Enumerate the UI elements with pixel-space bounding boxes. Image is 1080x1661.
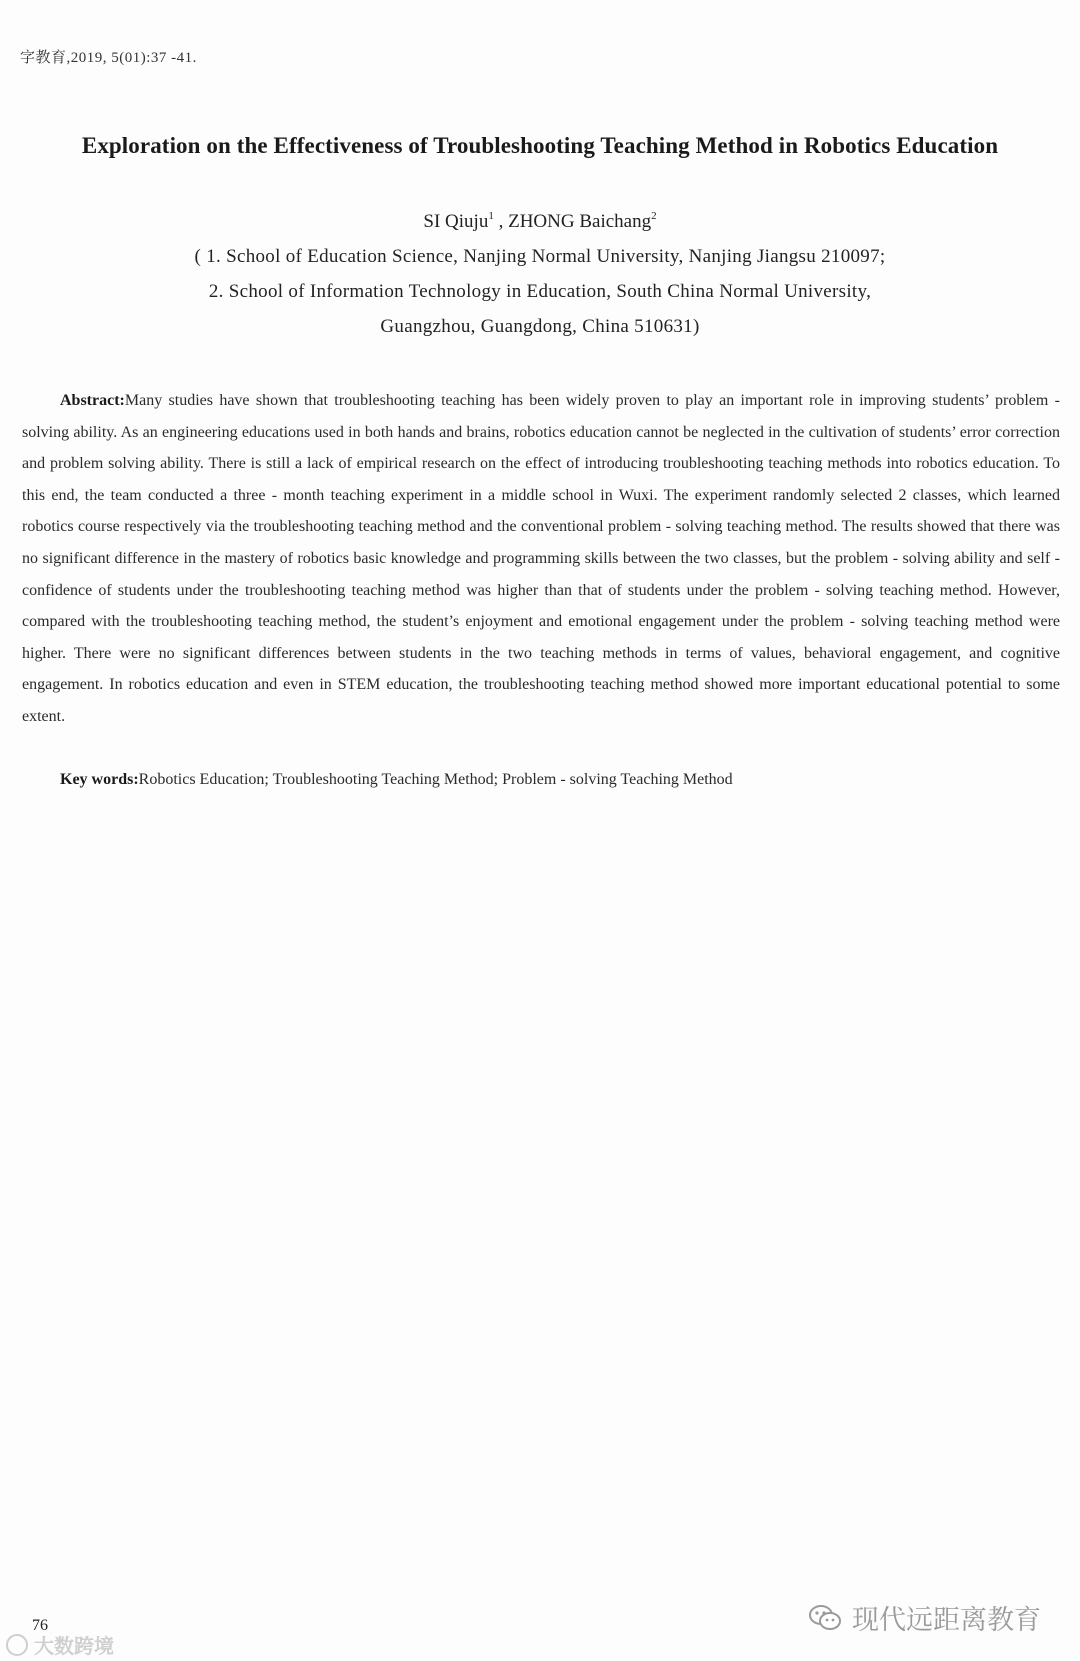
watermark-right — [808, 1598, 1041, 1637]
affiliation-line: 2. School of Information Technology in Education, South China Normal University, — [208, 281, 872, 302]
keywords-text: Robotics Education; Troubleshooting Teaching Method; Problem - solving Teaching Method — [138, 771, 733, 788]
watermark-right-text: 现代远距离教育 — [852, 1605, 1041, 1636]
article-title: Exploration on the Effectiveness of Troubleshooting Teaching Method in Robotics Education — [81, 133, 999, 158]
journal-citation: 字教育,2019, 5(01):37 -41. — [20, 50, 197, 66]
watermark-left-text: 大数跨境 — [34, 1634, 114, 1658]
watermark-logo-icon — [6, 1634, 28, 1656]
abstract — [22, 385, 1060, 733]
author-separator: , — [493, 211, 509, 232]
author-name: SI Qiuju — [423, 211, 489, 232]
abstract-text: Many studies have shown that troubleshooting teaching has been widely proven to play an important role in improving students’ problem - solving ability. As an engineering educations used in both hands and brains, robotics education cannot be neglected in the cultivation of students’ error correction and problem solving ability. There is still a lack of empirical research on the effect of introducing troubleshooting teaching methods into robotics education. To this end, the team conducted a three - month teaching experiment in a middle school in Wuxi. The experiment randomly selected 2 classes, which learned robotics course respectively via the troubleshooting teaching method and the conventional problem - solving teaching method. The results showed that there was no significant difference in the mastery of robotics basic knowledge and programming skills between the two classes, but the problem - solving ability and self - confidence of students under the troubleshooting teaching method was higher than that of students under the problem - solving teaching method. However, compared with the troubleshooting teaching method, the student’s enjoyment and emotional engagement under the problem - solving teaching method were higher. There were no significant differences between students in the two teaching methods in terms of values, behavioral engagement, and cognitive engagement. In robotics education and even in STEM education, the troubleshooting teaching method showed more important educational potential to some extent. — [22, 392, 1060, 725]
keywords-label: Key words: — [60, 771, 139, 788]
affiliation-line: ( 1. School of Education Science, Nanjing Normal University, Nanjing Jiangsu 210097; — [194, 246, 886, 267]
affiliation-line: Guangzhou, Guangdong, China 510631) — [380, 316, 700, 337]
author-affiliation-mark: 1 — [488, 210, 494, 222]
author-affiliation-mark: 2 — [651, 210, 657, 222]
abstract-label: Abstract: — [60, 392, 125, 409]
author-line — [0, 210, 1080, 233]
keywords — [22, 764, 1060, 796]
page-number: 76 — [32, 1617, 48, 1634]
author-name: ZHONG Baichang — [508, 211, 652, 232]
wechat-icon — [808, 1604, 842, 1632]
watermark-left — [6, 1630, 114, 1659]
